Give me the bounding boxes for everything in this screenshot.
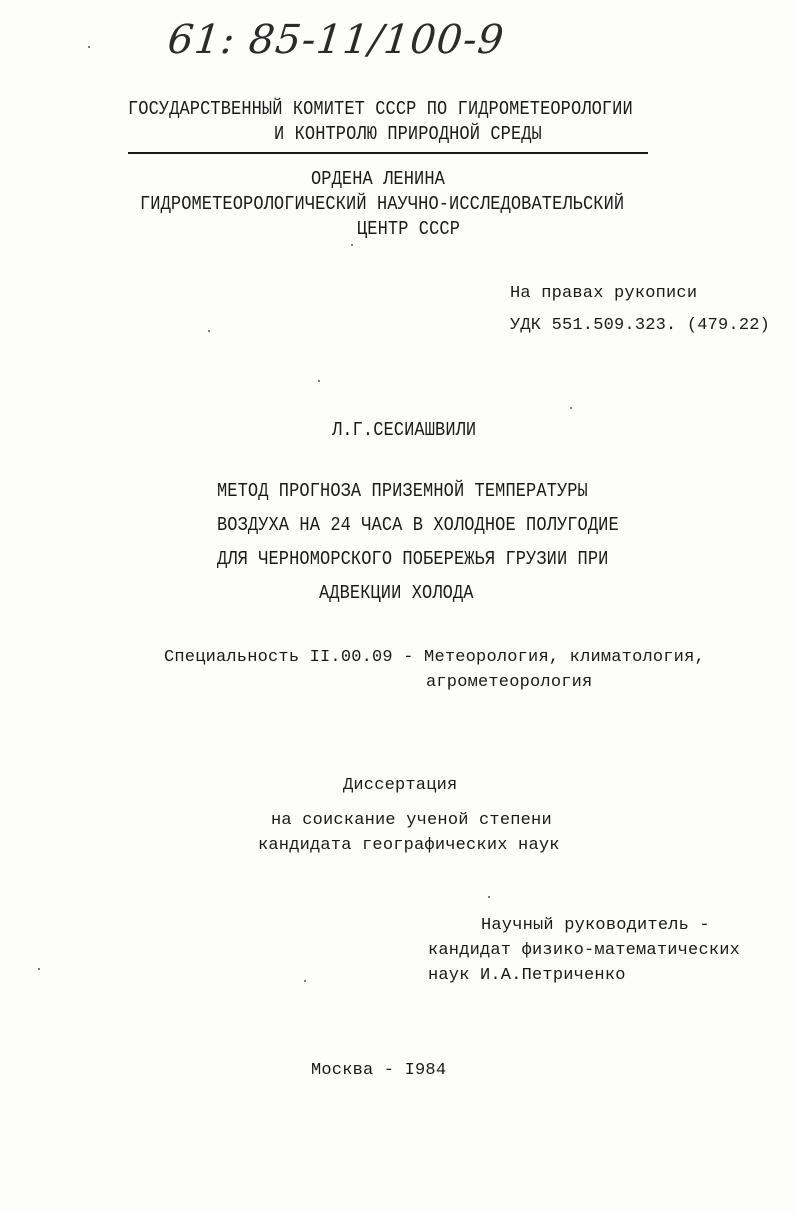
scan-speck bbox=[38, 968, 40, 970]
scan-speck bbox=[88, 46, 90, 48]
committee-line-1: ГОСУДАРСТВЕННЫЙ КОМИТЕТ СССР ПО ГИДРОМЕТЕОРОЛОГИИ bbox=[128, 99, 633, 121]
handwritten-catalog-number: 61: 85-11/100-9 bbox=[165, 17, 507, 63]
manuscript-rights: На правах рукописи bbox=[510, 284, 698, 303]
institute-line-2: ГИДРОМЕТЕОРОЛОГИЧЕСКИЙ НАУЧНО-ИССЛЕДОВАТЕЛЬСКИЙ bbox=[140, 194, 625, 216]
scan-speck bbox=[208, 330, 210, 332]
committee-line-2: И КОНТРОЛЮ ПРИРОДНОЙ СРЕДЫ bbox=[274, 124, 542, 146]
scan-speck bbox=[488, 896, 490, 898]
scan-speck bbox=[351, 244, 353, 246]
specialty-line-1: Специальность II.00.09 - Метеорология, климатология, bbox=[164, 648, 705, 667]
header-divider bbox=[128, 152, 648, 154]
supervisor-name: наук И.А.Петриченко bbox=[428, 966, 626, 985]
scan-speck bbox=[318, 380, 320, 382]
place-and-year: Москва - I984 bbox=[311, 1061, 447, 1080]
dissertation-field-line: кандидата географических наук bbox=[258, 836, 560, 855]
institute-line-1: ОРДЕНА ЛЕНИНА bbox=[311, 169, 445, 191]
title-line-1: МЕТОД ПРОГНОЗА ПРИЗЕМНОЙ ТЕМПЕРАТУРЫ bbox=[217, 481, 588, 503]
dissertation-heading: Диссертация bbox=[343, 776, 458, 795]
supervisor-label: Научный руководитель - bbox=[481, 916, 710, 935]
scan-speck bbox=[570, 407, 572, 409]
institute-line-3: ЦЕНТР СССР bbox=[357, 219, 461, 241]
dissertation-degree-line: на соискание ученой степени bbox=[271, 811, 552, 830]
udc-code: УДК 551.509.323. (479.22) bbox=[510, 316, 771, 335]
specialty-line-2: агрометеорология bbox=[426, 673, 593, 692]
title-line-4: АДВЕКЦИИ ХОЛОДА bbox=[319, 583, 474, 605]
supervisor-degree: кандидат физико-математических bbox=[428, 941, 741, 960]
title-line-3: ДЛЯ ЧЕРНОМОРСКОГО ПОБЕРЕЖЬЯ ГРУЗИИ ПРИ bbox=[217, 549, 609, 571]
scan-speck bbox=[304, 980, 306, 982]
title-line-2: ВОЗДУХА НА 24 ЧАСА В ХОЛОДНОЕ ПОЛУГОДИЕ bbox=[217, 515, 619, 537]
author-name: Л.Г.СЕСИАШВИЛИ bbox=[332, 420, 477, 442]
